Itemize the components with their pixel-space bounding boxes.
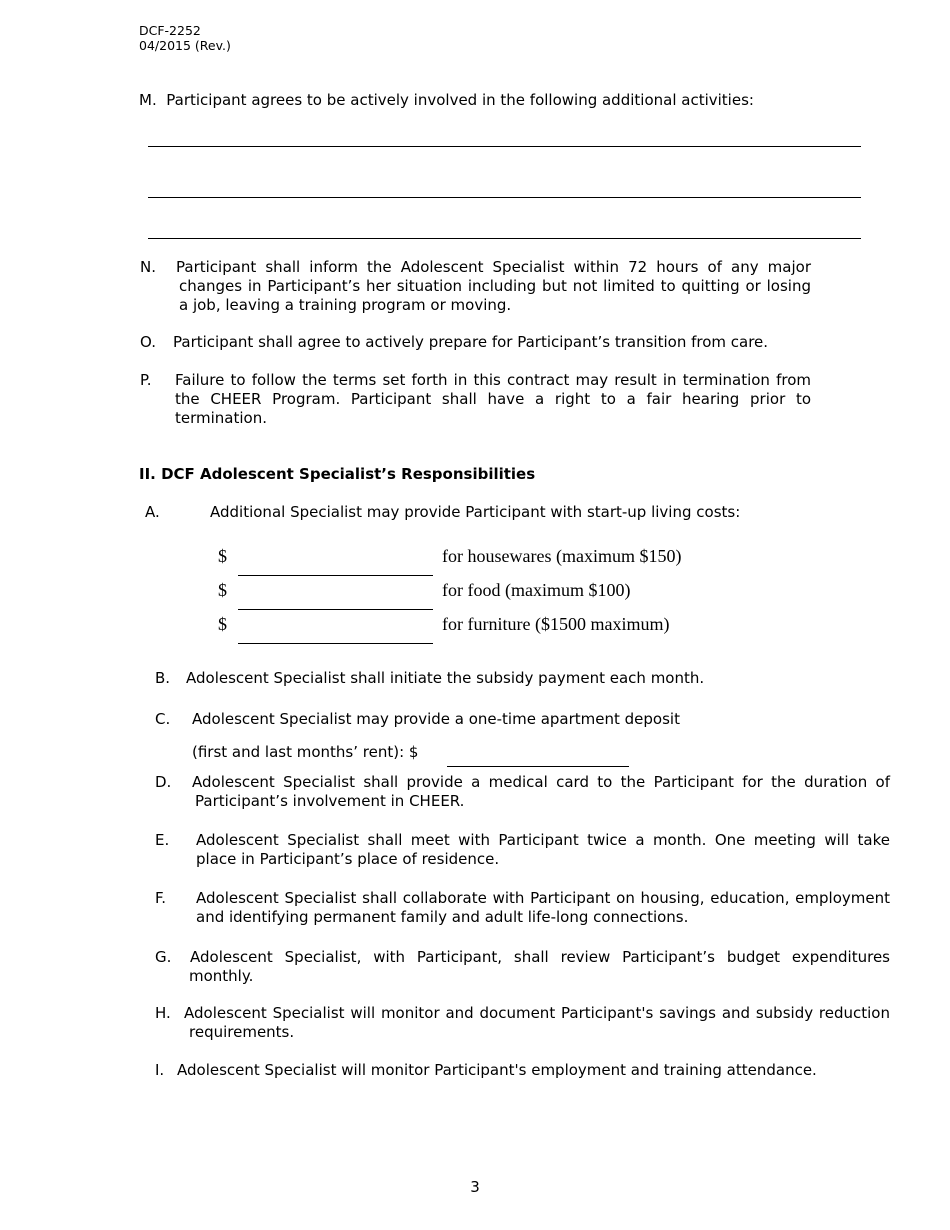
item-d-letter: D.: [155, 773, 172, 791]
item-i-text: Adolescent Specialist will monitor Participant's employment and training attendance.: [177, 1061, 817, 1079]
food-label: for food (maximum $100): [442, 580, 631, 600]
item-m-text: Participant agrees to be actively involved in the following additional activities:: [166, 91, 754, 109]
item-a-text: Additional Specialist may provide Participant with start-up living costs:: [210, 503, 741, 521]
item-g-letter: G.: [155, 948, 172, 966]
item-o-text: Participant shall agree to actively prepare for Participant’s transition from care.: [173, 333, 769, 351]
item-d-text: Adolescent Specialist shall provide a medical card to the Participant for the duration of Participant’s involvement in CHEER.: [192, 773, 890, 810]
item-g-text: Adolescent Specialist, with Participant, shall review Participant’s budget expenditures monthly.: [189, 948, 890, 985]
deposit-amount-field[interactable]: [447, 766, 629, 767]
food-amount-field[interactable]: [238, 609, 433, 610]
item-p-text: Failure to follow the terms set forth in this contract may result in termination from the CHEER Program. Participant shall have a right to a fair hearing prior to termination.: [175, 371, 811, 427]
furniture-dollar-sign: $: [218, 614, 227, 634]
activities-line-3[interactable]: [148, 238, 861, 239]
item-c-text: Adolescent Specialist may provide a one-time apartment deposit: [192, 710, 680, 728]
page-number: 3: [470, 1178, 480, 1196]
item-n-letter: N.: [140, 258, 156, 276]
housewares-label: for housewares (maximum $150): [442, 546, 682, 566]
item-i-letter: I.: [155, 1061, 165, 1079]
furniture-label: for furniture ($1500 maximum): [442, 614, 670, 634]
item-f-letter: F.: [155, 889, 166, 907]
item-e-text: Adolescent Specialist shall meet with Participant twice a month. One meeting will take place in Participant’s place of residence.: [196, 831, 890, 868]
deposit-label: (first and last months’ rent): $: [192, 743, 419, 761]
item-b-text: Adolescent Specialist shall initiate the subsidy payment each month.: [186, 669, 705, 687]
item-h-letter: H.: [155, 1004, 171, 1022]
food-dollar-sign: $: [218, 580, 227, 600]
form-number: DCF-2252: [139, 23, 201, 38]
item-e-letter: E.: [155, 831, 170, 849]
item-p-letter: P.: [140, 371, 152, 389]
item-c-letter: C.: [155, 710, 171, 728]
item-f-text: Adolescent Specialist shall collaborate with Participant on housing, education, employment and identifying permanent family and adult life-long connections.: [196, 889, 890, 926]
item-a-letter: A.: [145, 503, 160, 521]
item-m-letter: M.: [139, 91, 157, 109]
item-m: [139, 91, 754, 110]
housewares-dollar-sign: $: [218, 546, 227, 566]
item-o-letter: O.: [140, 333, 156, 351]
item-n-text: Participant shall inform the Adolescent Specialist within 72 hours of any major changes in Participant’s her situation including but not limited to quitting or losing a job, leaving a training program or moving.: [176, 258, 811, 314]
form-revision: 04/2015 (Rev.): [139, 38, 231, 53]
activities-line-1[interactable]: [148, 146, 861, 147]
item-b-letter: B.: [155, 669, 171, 687]
item-h-text: Adolescent Specialist will monitor and document Participant's savings and subsidy reduction requirements.: [184, 1004, 890, 1041]
section-ii-heading: II. DCF Adolescent Specialist’s Responsibilities: [139, 465, 536, 483]
housewares-amount-field[interactable]: [238, 575, 433, 576]
furniture-amount-field[interactable]: [238, 643, 433, 644]
activities-line-2[interactable]: [148, 197, 861, 198]
